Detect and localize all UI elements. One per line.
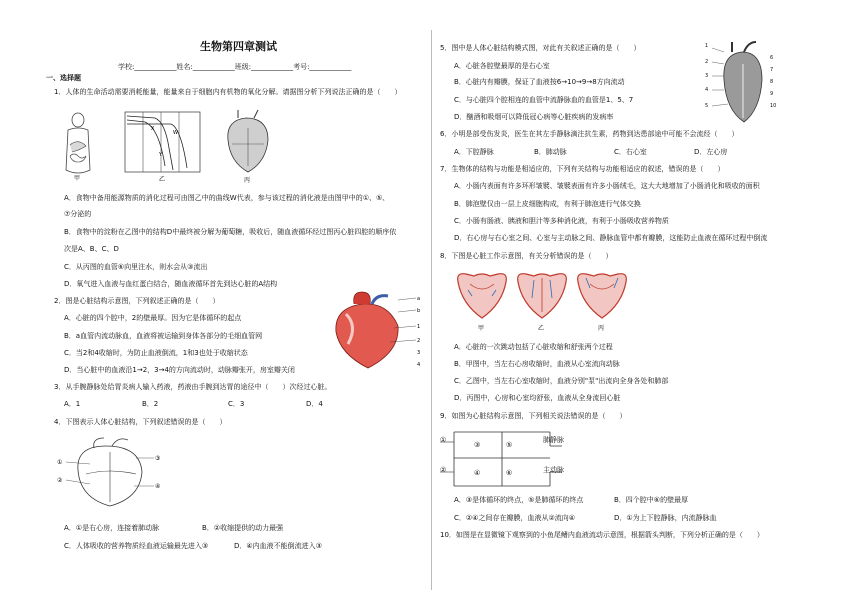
student-info-fields: 学校:____________姓名:____________班级:____________考号:____________ — [118, 63, 352, 71]
q4-fig-label-3: ③ — [155, 455, 161, 462]
q9-label-pulmonary-vein: 肺静脉 — [543, 436, 564, 444]
heart2-label-4: 4 — [417, 362, 421, 368]
q8-option-b: B．甲图中，当左右心房收缩时，血液从心室流向动脉 — [454, 360, 620, 368]
heart-cycle-jia — [458, 274, 507, 318]
heart2-label-b: b — [417, 308, 421, 314]
heart2-label-2: 2 — [417, 338, 421, 344]
q5-fig-label-4: 4 — [705, 87, 709, 93]
q9-label-4: ④ — [474, 469, 481, 477]
heart-figure-q4 — [56, 440, 166, 510]
q2-option-d: D．当心脏中的血液沿1→2，3→4的方向流动时，动脉瓣张开，房室瓣关闭 — [64, 366, 295, 374]
q4-option-c: C．人体吸收的营养物质经血液运输最先进入③ — [64, 542, 209, 550]
q9-label-1: ① — [440, 436, 447, 444]
q5-option-b: B．心脏内有瓣膜，保证了血液按6→10→9→8方向流动 — [454, 78, 625, 86]
q3-option-d: D．4 — [306, 400, 323, 408]
heart2-label-1: 1 — [417, 324, 421, 330]
q5-option-a: A．心脏各腔壁最厚的是右心室 — [454, 62, 550, 70]
heart-cycle-figures — [452, 268, 632, 332]
q1-option-a: A．食物中备用能源物质的消化过程可由图乙中的曲线W代表，参与该过程的消化液是由图甲中的①、⑤、 — [64, 194, 390, 202]
heart-chamber-diagram — [440, 428, 590, 490]
heart2-label-3: 3 — [417, 350, 421, 356]
figure-label-jia: 甲 — [74, 175, 81, 182]
q9-label-aorta: 主动脉 — [543, 466, 564, 474]
q9-option-d: D．①为上下腔静脉，内流静脉血 — [614, 514, 717, 522]
figure-label-yi: 乙 — [159, 176, 166, 183]
q7-option-c: C．小肠有肠液、胰液和胆汁等多种消化液，有利于小肠吸收营养物质 — [454, 217, 669, 225]
q2-stem: 2．图是心脏结构示意图，下列叙述正确的是（ ） — [54, 297, 220, 305]
q8-fig-label-jia: 甲 — [478, 325, 485, 332]
q5-fig-label-1: 1 — [705, 43, 709, 49]
digestion-curve-chart — [115, 108, 205, 183]
section-heading: 一、选择题 — [46, 74, 81, 82]
q3-option-c: C．3 — [228, 400, 245, 408]
curve-label-x: X — [151, 126, 155, 132]
q4-option-b: B．②收缩提供的动力最强 — [202, 524, 284, 532]
q1-option-b-cont: 次是A、B、C、D — [64, 245, 119, 253]
q9-option-a: A．③是体循环的终点，⑤是肺循环的终点 — [454, 496, 584, 504]
q5-fig-label-5: 5 — [705, 103, 709, 109]
heart-figure-q5 — [712, 40, 768, 126]
q1-option-c: C．从丙图的血管⑥向里注水，则水会从③流出 — [64, 263, 208, 271]
q5-fig-label-7: 7 — [770, 67, 774, 73]
q5-fig-label-8: 8 — [770, 79, 774, 85]
heart-figure-bing — [218, 110, 278, 184]
q5-option-c: C．与心脏四个腔相连的血管中流静脉血的血管是1、5、7 — [454, 96, 634, 104]
curve-label-w: W — [173, 130, 178, 136]
q8-option-c: C．乙图中，当左右心室收缩时，血液分别"泵"出流向全身各处和肺部 — [454, 377, 669, 385]
heart2-label-a: a — [417, 296, 421, 302]
q6-option-a: A．下腔静脉 — [454, 148, 494, 156]
q5-stem: 5．图中是人体心脏结构模式图，对此有关叙述正确的是（ ） — [440, 44, 641, 52]
q6-stem: 6．小明是部受伤发炎，医生在其左手静脉滴注抗生素，药物到达患部途中可能不会流经（ ） — [440, 130, 739, 138]
q9-label-6: ⑥ — [506, 469, 513, 477]
q8-fig-label-yi: 乙 — [538, 325, 545, 332]
q7-option-b: B．肺泡壁仅由一层上皮细胞构成，有利于肺泡进行气体交换 — [454, 200, 641, 208]
q1-option-d: D．氧气进入血液与血红蛋白结合，随血液循环首先到达心脏的A结构 — [64, 280, 278, 288]
q5-fig-label-2: 2 — [705, 59, 709, 65]
q5-fig-label-3: 3 — [705, 73, 709, 79]
q2-option-c: C．当2和4收缩时，为防止血液倒流，1和3也处于收缩状态 — [64, 349, 248, 357]
q5-fig-label-6: 6 — [770, 55, 774, 61]
q9-label-5: ⑤ — [506, 441, 513, 449]
q1-option-b: B．食物中的淀粉在乙图中的结构D中最终被分解为葡萄糖，吸收后，随血液循环经过图丙心脏四腔的顺序依 — [64, 228, 397, 236]
q7-option-d: D．右心房与右心室之间、心室与主动脉之间、静脉血管中都有瓣膜，这能防止血液在循环过程中倒流 — [454, 234, 768, 242]
q8-option-a: A．心脏的一次跳动包括了心脏收缩和舒张两个过程 — [454, 343, 613, 351]
q1-option-a-cont: ⑦分泌的 — [64, 210, 92, 218]
curve-label-y: Y — [159, 152, 163, 158]
heart-figure-q2 — [328, 292, 424, 372]
q3-option-a: A．1 — [64, 400, 81, 408]
q6-option-d: D．左心房 — [694, 148, 728, 156]
q7-option-a: A．小肠内表面有许多环形皱襞、皱襞表面有许多小肠绒毛，这大大地增加了小肠消化和吸收的面积 — [454, 182, 760, 190]
q5-option-d: D．酗酒和吸烟可以降低冠心病等心脏疾病的发病率 — [454, 113, 614, 121]
q5-fig-label-10: 10 — [770, 103, 777, 109]
q8-fig-label-bing: 丙 — [598, 325, 605, 332]
q4-option-a: A．①是右心房，连接着肺动脉 — [64, 524, 160, 532]
q8-stem: 8．下图是心脏工作示意图，有关分析错误的是（ ） — [440, 252, 613, 260]
q9-stem: 9．如图为心脏结构示意图，下列相关说法错误的是（ ） — [440, 412, 627, 420]
q9-label-3: ③ — [474, 441, 481, 449]
q4-fig-label-4: ④ — [155, 483, 161, 490]
digestive-system-figure — [48, 110, 108, 180]
column-divider — [431, 30, 432, 590]
figure-label-bing: 丙 — [244, 177, 251, 184]
heart-cycle-bing — [578, 274, 627, 318]
q8-option-d: D．丙图中，心房和心室均舒张，血液从全身流回心脏 — [454, 394, 621, 402]
q9-label-2: ② — [440, 466, 447, 474]
q9-option-c: C．②④之间存在瓣膜，血液从②流向④ — [454, 514, 575, 522]
q2-option-a: A．心脏的四个腔中，2的壁最厚。因为它是体循环的起点 — [64, 314, 242, 322]
q4-fig-label-2: ② — [57, 477, 63, 484]
q7-stem: 7．生物体的结构与功能是相适应的，下列有关结构与功能相适应的叙述，错误的是（ ） — [440, 165, 725, 173]
q9-option-b: B．四个腔中⑥的壁最厚 — [614, 496, 689, 504]
q1-stem: 1．人体的生命活动需要消耗能量，能量来自于细胞内有机物的氧化分解。请据图分析下列说法正确的是（ ） — [54, 88, 402, 96]
q3-stem: 3．从手腕静脉处给胃炎病人输入药液，药液由手腕到达胃的途径中（ ）次经过心脏。 — [54, 383, 332, 391]
q4-fig-label-1: ① — [57, 459, 63, 466]
q4-stem: 4．下图表示人体心脏结构，下列叙述错误的是（ ） — [54, 418, 227, 426]
heart-cycle-yi — [518, 274, 567, 318]
q6-option-c: C．右心室 — [614, 148, 647, 156]
q2-option-b: B．a血管内流动脉血，血液将被运输到身体各部分的毛细血管网 — [64, 332, 263, 340]
q3-option-b: B．2 — [142, 400, 159, 408]
q10-stem: 10．如图是在显微镜下观察到的小鱼尾鳍内血液流动示意图，根据箭头判断，下列分析正确的是（ ） — [440, 531, 764, 539]
q6-option-b: B．肺动脉 — [534, 148, 567, 156]
page-title: 生物第四章测试 — [200, 40, 277, 53]
q4-option-d: D．④内血液不能倒流进入③ — [234, 542, 322, 550]
q5-fig-label-9: 9 — [770, 91, 774, 97]
